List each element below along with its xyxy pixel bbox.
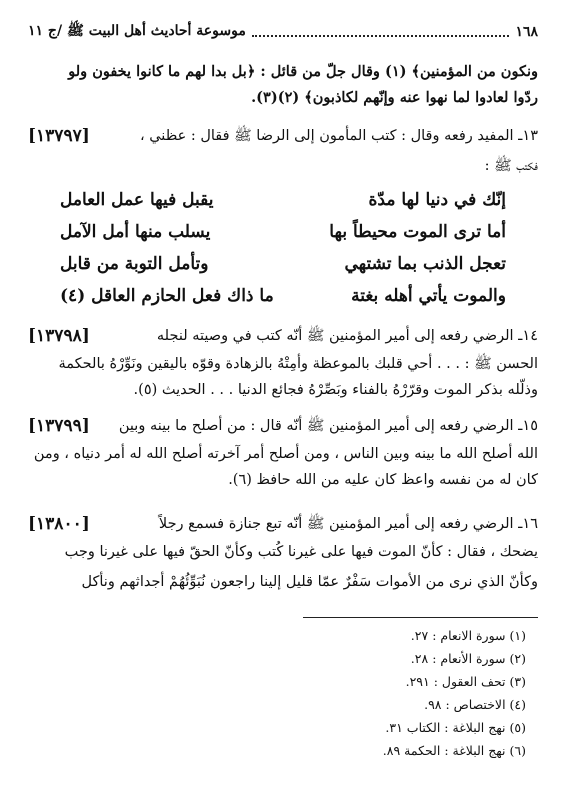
running-title: موسوعة أحاديث أهل البيت ﷺ /ج ١١ — [28, 23, 246, 39]
poem-hemistich: ما ذاك فعل الحازم العاقل (٤) — [60, 286, 274, 306]
entry-text-line: ١٦ـ الرضي رفعه إلى أمير المؤمنين ﷺ أنّه تبع جنازة فسمع رجلاً — [158, 516, 538, 532]
entry-text-line: الله أصلح الله ما بينه وبين الناس ، ومن أصلح أمر آخرته أصلح الله له أمر دنياه ، ومن — [33, 446, 538, 462]
entry-number: [١٣٧٩٨] — [28, 326, 90, 346]
footnote: (٢) سورة الأنعام : ٢٨. — [410, 651, 526, 666]
poem-hemistich: وتأمل التوبة من قابل — [60, 254, 209, 274]
entry-text-line: وكأنّ الذي نرى من الأموات سَفْرٌ عمّا قليل إلينا راجعون نُبَوِّئُهُمْ أجداثهم ونأكل — [81, 574, 538, 590]
poem-hemistich: يسلب منها أمل الآمل — [60, 222, 211, 242]
poem-hemistich: والموت يأتي أهله بغتة — [351, 286, 506, 306]
entry-text-line: كان له من نفسه واعظ كان عليه من الله حافظ (٦). — [228, 472, 538, 488]
footnote: (٣) تحف العقول : ٢٩١. — [405, 674, 526, 689]
entry-text-line: ١٤ـ الرضي رفعه إلى أمير المؤمنين ﷺ أنّه كتب في وصيته لنجله — [156, 328, 538, 344]
entry-text-line: الحسن ﷺ : . . . أحي قلبك بالموعظة وأمِتْهُ بالزهادة وقوّه باليقين ونَوِّرْهُ بالحكمة — [58, 356, 538, 372]
poem-hemistich: أما ترى الموت محيطاً بها — [329, 222, 506, 242]
footnote: (٦) نهج البلاغة : الحكمة ٨٩. — [382, 743, 526, 758]
entry-text-line: ١٣ـ المفيد رفعه وقال : كتب المأمون إلى الرضا ﷺ فقال : عظني ، — [139, 128, 538, 144]
entry-text-line: ١٥ـ الرضي رفعه إلى أمير المؤمنين ﷺ أنّه قال : من أصلح ما بينه وبين — [118, 418, 538, 434]
entry-number: [١٣٧٩٩] — [28, 416, 90, 436]
footnote: (٥) نهج البلاغة : الكتاب ٣١. — [385, 720, 526, 735]
entry-number: [١٣٧٩٧] — [28, 126, 90, 146]
poem-hemistich: إنّك في دنيا لها مدّة — [368, 190, 506, 210]
hadith-entry-13797 — [28, 124, 538, 148]
hadith-entry-13798 — [28, 324, 538, 348]
entry-text-line: يضحك ، فقال : كأنّ الموت فيها على غيرنا كُتب وكأنّ الحقّ فيها على غيرنا وجب — [64, 544, 538, 560]
page-number: ١٦٨ — [515, 24, 538, 40]
hadith-entry-13800 — [28, 512, 538, 536]
hadith-entry-13799 — [28, 414, 538, 438]
footnote: (١) سورة الانعام : ٢٧. — [410, 628, 526, 643]
entry-text-line: وذلّله بذكر الموت وقرّرْهُ بالفناء وبَصِّرْهُ فجائع الدنيا . . . الحديث (٥). — [133, 382, 538, 398]
intro-line-1: ونكون من المؤمنين﴾ (١) وقال جلّ من قائل : ﴿بل بدا لهم ما كانوا يخفون ولو — [68, 63, 538, 80]
intro-line-2: ردّوا لعادوا لما نهوا عنه وإنّهم لكاذبون﴾ (٢)(٣). — [251, 89, 538, 106]
footnote: (٤) الاختصاص : ٩٨. — [424, 697, 526, 712]
poem-hemistich: تعجل الذنب بما تشتهي — [344, 254, 506, 274]
footnote-divider — [303, 617, 538, 618]
poem-hemistich: يقبل فيها عمل العامل — [60, 190, 214, 210]
entry-number: [١٣٨٠٠] — [28, 514, 90, 534]
entry-text-line: فكتب ﷺ : — [484, 158, 538, 174]
page-header — [28, 22, 538, 42]
header-dotted-leader — [252, 27, 510, 37]
